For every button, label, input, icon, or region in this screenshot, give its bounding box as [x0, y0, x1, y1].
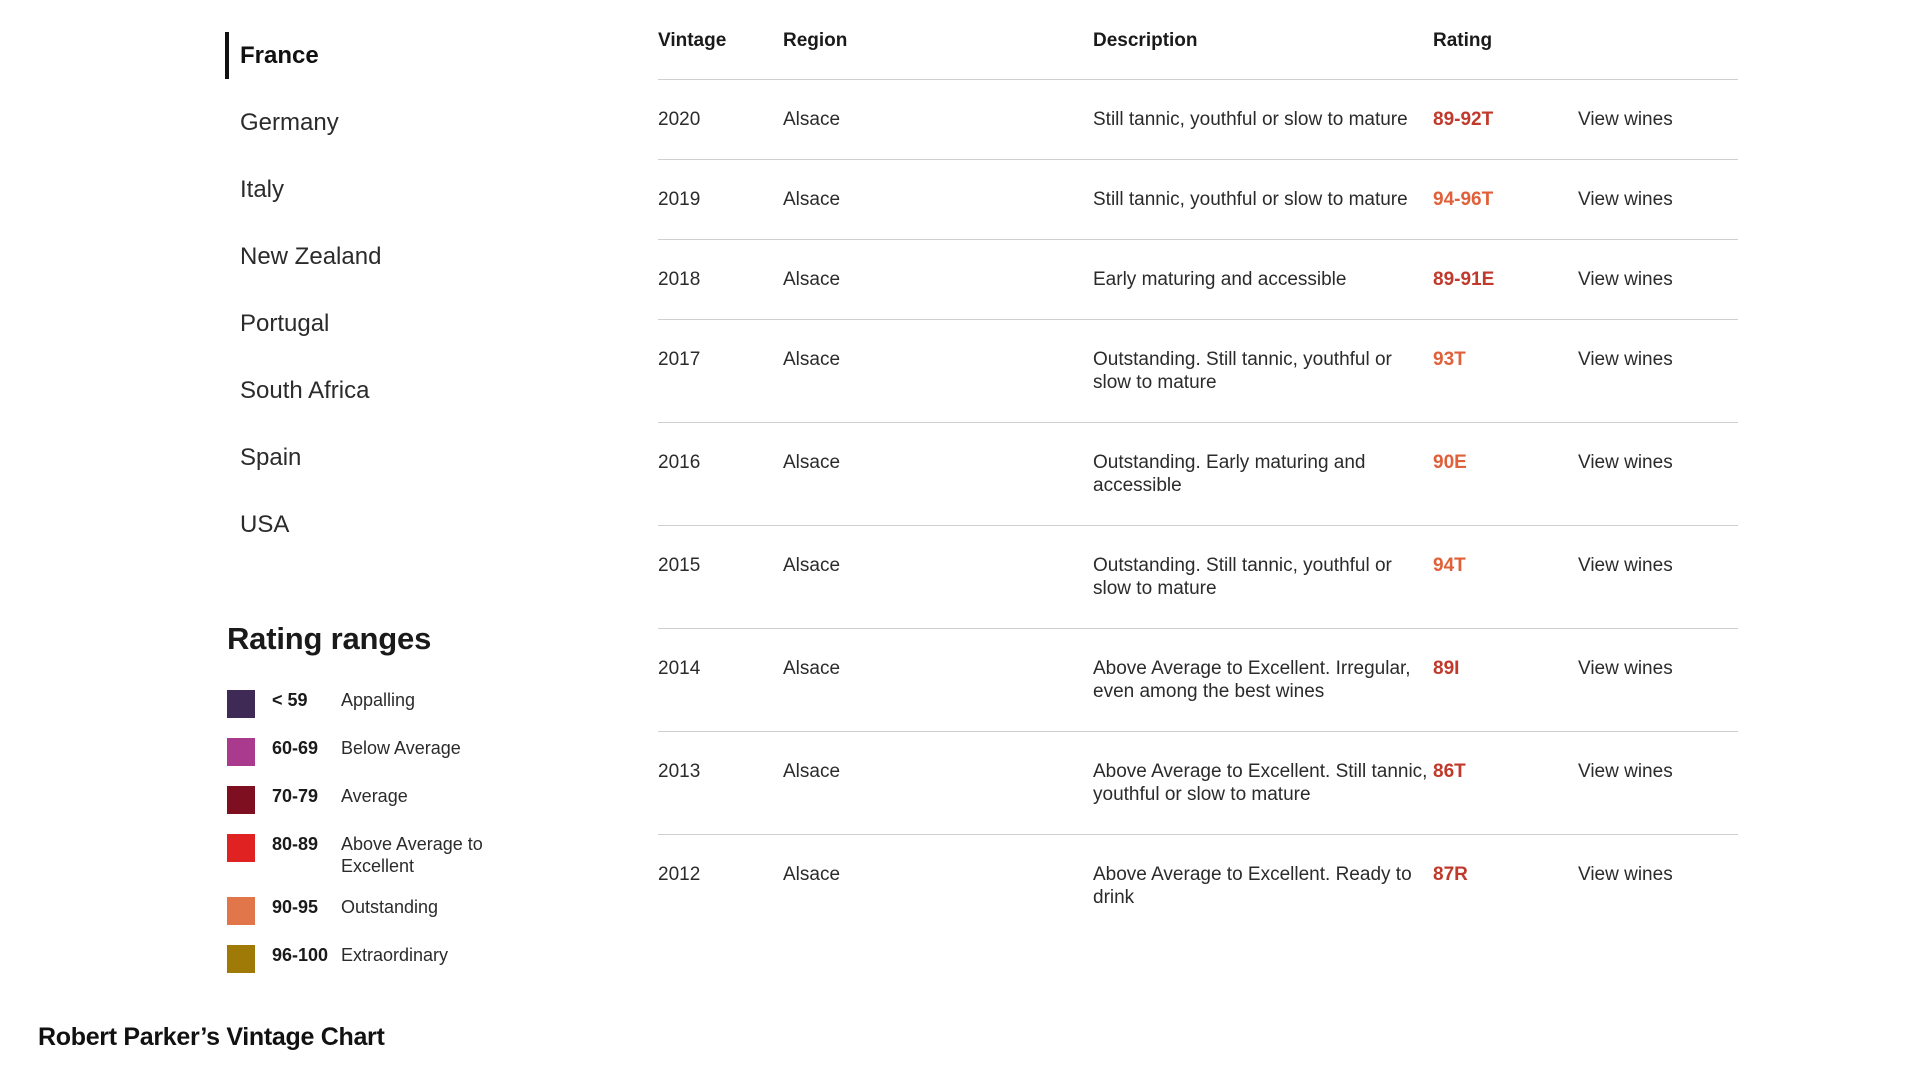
rating-ranges-title: Rating ranges	[227, 621, 432, 656]
country-list	[0, 22, 640, 558]
cell-actions	[1578, 240, 1738, 320]
cell-region: Alsace	[783, 423, 1093, 526]
table-row	[658, 240, 1738, 320]
cell-rating: 89-92T	[1433, 80, 1578, 160]
cell-rating: 89I	[1433, 629, 1578, 732]
view-wines-link[interactable]: View wines	[1578, 658, 1673, 679]
sidebar-item-germany[interactable]	[0, 89, 640, 156]
table-row	[658, 423, 1738, 526]
view-wines-link[interactable]: View wines	[1578, 864, 1673, 885]
cell-actions	[1578, 526, 1738, 629]
cell-region: Alsace	[783, 320, 1093, 423]
table-row	[658, 526, 1738, 629]
sidebar-item-label: Germany	[240, 108, 339, 136]
sidebar-item-label: Portugal	[240, 309, 330, 337]
sidebar-item-label: Spain	[240, 443, 302, 471]
cell-region: Alsace	[783, 80, 1093, 160]
brand-title: Robert Parker’s Vintage Chart	[38, 1023, 385, 1051]
cell-description: Outstanding. Early maturing and accessible	[1093, 423, 1433, 526]
cell-vintage: 2016	[658, 423, 783, 526]
rating-color-swatch	[227, 738, 255, 766]
vintage-table-head	[658, 30, 1738, 80]
table-row	[658, 732, 1738, 835]
table-row	[658, 320, 1738, 423]
cell-region: Alsace	[783, 160, 1093, 240]
cell-rating: 90E	[1433, 423, 1578, 526]
sidebar-item-portugal[interactable]	[0, 290, 640, 357]
rating-color-swatch	[227, 945, 255, 973]
cell-region: Alsace	[783, 240, 1093, 320]
cell-region: Alsace	[783, 526, 1093, 629]
rating-range-row	[227, 785, 640, 814]
cell-rating: 87R	[1433, 864, 1468, 885]
table-row	[658, 160, 1738, 240]
rating-range-row	[227, 944, 640, 973]
cell-description: Above Average to Excellent. Still tannic, youthful or slow to mature	[1093, 732, 1433, 835]
cell-actions	[1578, 160, 1738, 240]
rating-range-value: < 59	[272, 690, 308, 710]
cell-rating: 89-91E	[1433, 240, 1578, 320]
rating-ranges-legend	[0, 689, 640, 973]
rating-range-label: Below Average	[341, 738, 461, 758]
cell-region: Alsace	[783, 629, 1093, 732]
cell-vintage: 2020	[658, 80, 783, 160]
cell-rating: 94-96T	[1433, 160, 1578, 240]
header-rating: Rating	[1433, 30, 1578, 80]
rating-range-label: Appalling	[341, 690, 416, 710]
cell-actions	[1578, 835, 1738, 938]
sidebar-item-usa[interactable]	[0, 491, 640, 558]
rating-color-swatch	[227, 897, 255, 925]
table-row	[658, 629, 1738, 732]
rating-range-value: 80-89	[272, 834, 319, 854]
rating-range-value: 60-69	[272, 738, 319, 758]
sidebar-item-label: New Zealand	[240, 242, 382, 270]
vintage-table	[658, 30, 1738, 937]
header-actions	[1578, 30, 1738, 80]
table-row	[658, 80, 1738, 160]
header-vintage: Vintage	[658, 30, 783, 80]
cell-description: Still tannic, youthful or slow to mature	[1093, 160, 1433, 240]
cell-region: Alsace	[783, 732, 1093, 835]
rating-range-label: Extraordinary	[341, 945, 449, 965]
rating-range-row	[227, 737, 640, 766]
sidebar-item-label: Italy	[240, 175, 285, 203]
view-wines-link[interactable]: View wines	[1578, 109, 1673, 130]
vintage-table-body	[658, 80, 1738, 938]
sidebar	[0, 0, 640, 1080]
sidebar-item-south-africa[interactable]	[0, 357, 640, 424]
cell-vintage: 2013	[658, 732, 783, 835]
cell-rating: 94T	[1433, 526, 1578, 629]
cell-description: Early maturing and accessible	[1093, 240, 1433, 320]
header-description: Description	[1093, 30, 1433, 80]
cell-vintage: 2012	[658, 864, 701, 885]
cell-actions	[1578, 732, 1738, 835]
rating-range-value: 96-100	[272, 945, 329, 965]
rating-color-swatch	[227, 786, 255, 814]
cell-description: Outstanding. Still tannic, youthful or slow to mature	[1093, 320, 1433, 423]
cell-rating: 93T	[1433, 320, 1578, 423]
cell-vintage: 2017	[658, 320, 783, 423]
cell-description: Still tannic, youthful or slow to mature	[1093, 80, 1433, 160]
rating-color-swatch	[227, 834, 255, 862]
cell-actions	[1578, 80, 1738, 160]
view-wines-link[interactable]: View wines	[1578, 189, 1673, 210]
header-region: Region	[783, 30, 1093, 80]
rating-range-row	[227, 896, 640, 925]
rating-range-row	[227, 833, 640, 877]
cell-rating: 86T	[1433, 732, 1578, 835]
sidebar-item-label: France	[240, 41, 319, 69]
cell-actions	[1578, 320, 1738, 423]
cell-description: Above Average to Excellent. Irregular, even among the best wines	[1093, 629, 1433, 732]
cell-description: Outstanding. Still tannic, youthful or slow to mature	[1093, 526, 1433, 629]
cell-vintage: 2015	[658, 526, 783, 629]
rating-range-label: Average	[341, 786, 408, 806]
view-wines-link[interactable]: View wines	[1578, 555, 1673, 576]
sidebar-item-france[interactable]	[0, 22, 640, 89]
sidebar-item-new-zealand[interactable]	[0, 223, 640, 290]
table-row	[658, 835, 1738, 938]
sidebar-item-label: USA	[240, 510, 290, 538]
rating-range-row	[227, 689, 640, 718]
cell-description: Above Average to Excellent. Ready to drink	[1093, 864, 1412, 908]
rating-range-label: Outstanding	[341, 897, 439, 917]
sidebar-item-spain[interactable]	[0, 424, 640, 491]
view-wines-link[interactable]: View wines	[1578, 269, 1673, 290]
cell-actions	[1578, 423, 1738, 526]
rating-range-value: 70-79	[272, 786, 319, 806]
cell-actions	[1578, 629, 1738, 732]
cell-vintage: 2018	[658, 240, 783, 320]
rating-color-swatch	[227, 690, 255, 718]
cell-region: Alsace	[783, 864, 841, 885]
view-wines-link[interactable]: View wines	[1578, 452, 1673, 473]
table-header-row	[658, 30, 1738, 80]
cell-vintage: 2014	[658, 629, 783, 732]
view-wines-link[interactable]: View wines	[1578, 349, 1673, 370]
vintage-table-area	[640, 0, 1920, 1080]
sidebar-item-italy[interactable]	[0, 156, 640, 223]
cell-vintage: 2019	[658, 160, 783, 240]
view-wines-link[interactable]: View wines	[1578, 761, 1673, 782]
sidebar-item-label: South Africa	[240, 376, 370, 404]
rating-range-value: 90-95	[272, 897, 319, 917]
rating-range-label: Above Average to Excellent	[341, 834, 483, 876]
